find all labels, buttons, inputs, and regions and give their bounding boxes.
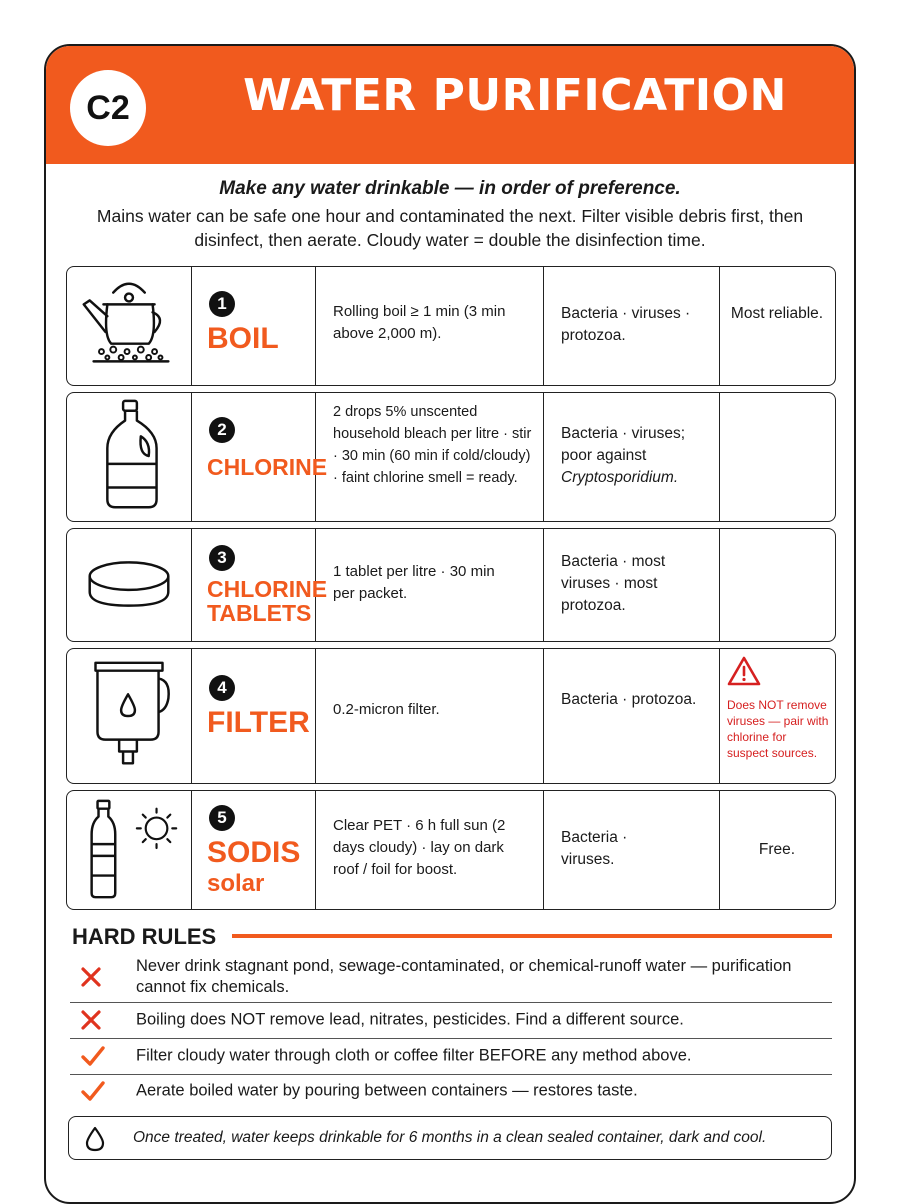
bleach-bottle-icon (67, 393, 191, 521)
method-effectiveness: Bacteria · most viruses · most protozoa. (561, 553, 666, 614)
method-row-chlorine-tablets (66, 528, 836, 642)
filter-pitcher-icon (67, 649, 191, 783)
intro-text: Mains water can be safe one hour and contaminated the next. Filter visible debris first, then disinfect, then aerate. Cloudy water = double the disinfection time. (96, 206, 804, 250)
method-instructions: 2 drops 5% unscented household bleach per litre · stir · 30 min (60 min if cold/cloudy) · faint chlorine smell = ready. (333, 404, 532, 486)
rule-text: Never drink stagnant pond, sewage-contaminated, or chemical-runoff water — purification cannot fix chemicals. (136, 957, 792, 996)
method-instructions: 0.2-micron filter. (333, 701, 440, 718)
rule-text: Filter cloudy water through cloth or coffee filter BEFORE any method above. (136, 1046, 692, 1065)
method-name: CHLORINE (207, 454, 328, 480)
bottle-sun-icon (67, 791, 191, 909)
method-effectiveness: Bacteria · viruses; poor against Cryptosporidium. (561, 425, 686, 486)
page-title: WATER PURIFICATION (243, 70, 787, 121)
header-banner (46, 46, 854, 164)
warning-triangle-icon (727, 655, 761, 687)
rule-item (70, 1002, 832, 1039)
tablet-icon (67, 529, 191, 641)
rule-item (70, 952, 832, 1003)
method-row-boil (66, 266, 836, 386)
method-name-sub: solar (207, 870, 265, 897)
filter-warning: Does NOT remove viruses — pair with chlorine for suspect sources. (727, 698, 829, 760)
method-instructions: Clear PET · 6 h full sun (2 days cloudy) · lay on dark roof / foil for boost. (333, 817, 506, 878)
method-name: FILTER (207, 706, 310, 739)
rule-text: Aerate boiled water by pouring between containers — restores taste. (136, 1081, 638, 1100)
method-note: Free. (758, 841, 796, 858)
tagline: Make any water drinkable — in order of preference. (219, 178, 681, 199)
rule-item (70, 1038, 832, 1075)
rule-text: Boiling does NOT remove lead, nitrates, pesticides. Find a different source. (136, 1010, 684, 1029)
method-number: 3 (209, 545, 235, 571)
rule-item (70, 1074, 832, 1108)
method-row-sodis (66, 790, 836, 910)
method-name: SODIS (207, 836, 301, 869)
section-badge: C2 (70, 70, 146, 146)
check-icon (80, 1045, 106, 1067)
method-name: CHLORINE TABLETS (207, 576, 328, 627)
method-row-chlorine (66, 392, 836, 522)
water-drop-icon (85, 1126, 105, 1152)
water-purification-card (44, 44, 856, 1204)
method-name: BOIL (207, 322, 279, 355)
method-instructions: 1 tablet per litre · 30 min per packet. (333, 563, 495, 602)
method-number: 4 (209, 675, 235, 701)
kettle-icon (67, 267, 191, 385)
cross-icon (80, 966, 102, 988)
hard-rules-heading: HARD RULES (72, 924, 217, 949)
method-number: 2 (209, 417, 235, 443)
hard-rules-divider (232, 934, 832, 938)
method-row-filter (66, 648, 836, 784)
method-instructions: Rolling boil ≥ 1 min (3 min above 2,000 m). (333, 303, 506, 342)
footer-text: Once treated, water keeps drinkable for 6 months in a clean sealed container, dark and cool. (133, 1129, 767, 1146)
method-effectiveness: Bacteria · viruses. (561, 829, 628, 868)
method-number: 1 (209, 291, 235, 317)
method-effectiveness: Bacteria · protozoa. (561, 691, 697, 708)
method-number: 5 (209, 805, 235, 831)
check-icon (80, 1080, 106, 1102)
method-note: Most reliable. (730, 305, 824, 322)
method-effectiveness: Bacteria · viruses · protozoa. (561, 305, 691, 344)
storage-footer (68, 1116, 832, 1160)
cross-icon (80, 1009, 102, 1031)
